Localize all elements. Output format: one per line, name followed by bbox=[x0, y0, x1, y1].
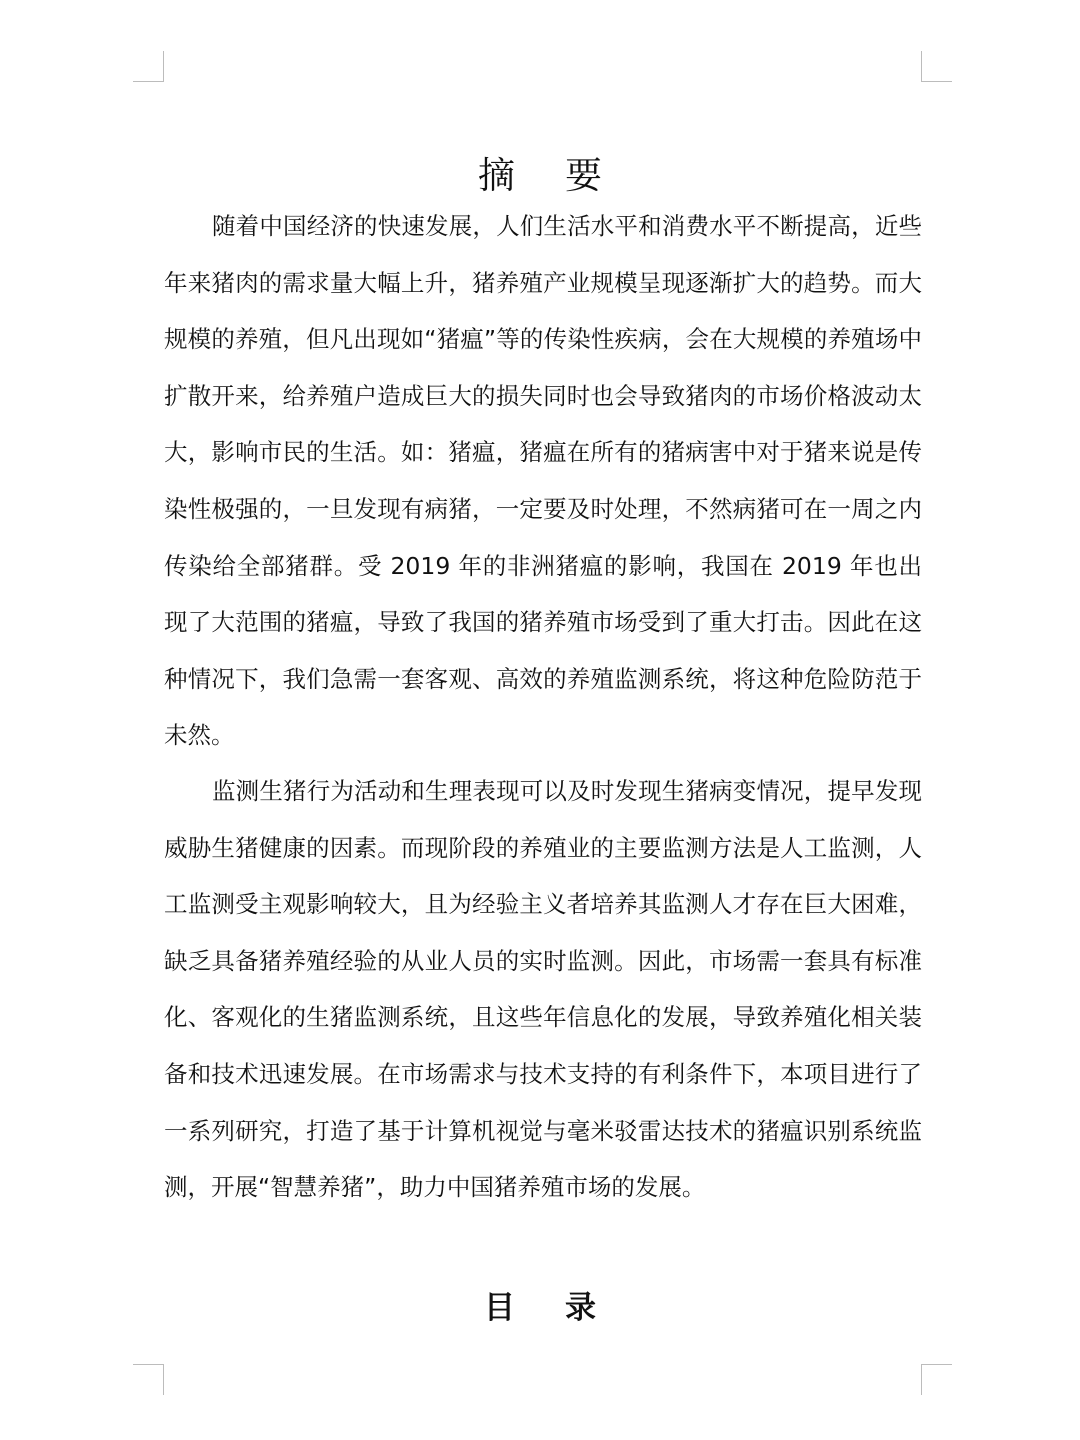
crop-mark-top-right bbox=[921, 51, 952, 82]
abstract-heading bbox=[0, 145, 1080, 199]
abstract-paragraph-1: 随着中国经济的快速发展，人们生活水平和消费水平不断提高，近些年来猪肉的需求量大幅上升，猪养殖产业规模呈现逐渐扩大的趋势。而大规模的养殖，但凡出现如“猪瘟”等的传染性疾病，会在大规模的养殖场中扩散开来，给养殖户造成巨大的损失同时也会导致猪肉的市场价格波动太大，影响市民的生活。如：猪瘟，猪瘟在所有的猪病害中对于猪来说是传染性极强的，一旦发现有病猪，一定要及时处理，不然病猪可在一周之内传染给全部猪群。受 2019 年的非洲猪瘟的影响，我国在 2019 年也出现了大范围的猪瘟，导致了我国的猪养殖市场受到了重大打击。因此在这种情况下，我们急需一套客观、高效的养殖监测系统，将这种危险防范于未然。 bbox=[164, 212, 922, 750]
crop-mark-bottom-right bbox=[921, 1364, 952, 1395]
toc-heading-char-1: 目 bbox=[484, 1290, 515, 1326]
abstract-heading-char-1: 摘 bbox=[478, 154, 515, 197]
crop-mark-bottom-left bbox=[133, 1364, 164, 1395]
abstract-heading-char-2: 要 bbox=[565, 154, 602, 197]
abstract-paragraph-2: 监测生猪行为活动和生理表现可以及时发现生猪病变情况，提早发现威胁生猪健康的因素。而现阶段的养殖业的主要监测方法是人工监测，人工监测受主观影响较大，且为经验主义者培养其监测人才存在巨大困难，缺乏具备猪养殖经验的从业人员的实时监测。因此，市场需一套具有标准化、客观化的生猪监测系统，且这些年信息化的发展，导致养殖化相关装备和技术迅速发展。在市场需求与技术支持的有利条件下，本项目进行了一系列研究，打造了基于计算机视觉与毫米驳雷达技术的猪瘟识别系统监测，开展“智慧养猪”，助力中国猪养殖市场的发展。 bbox=[164, 777, 922, 1202]
crop-mark-top-left bbox=[133, 51, 164, 82]
toc-heading-char-2: 录 bbox=[565, 1290, 596, 1326]
toc-heading bbox=[0, 1282, 1080, 1327]
